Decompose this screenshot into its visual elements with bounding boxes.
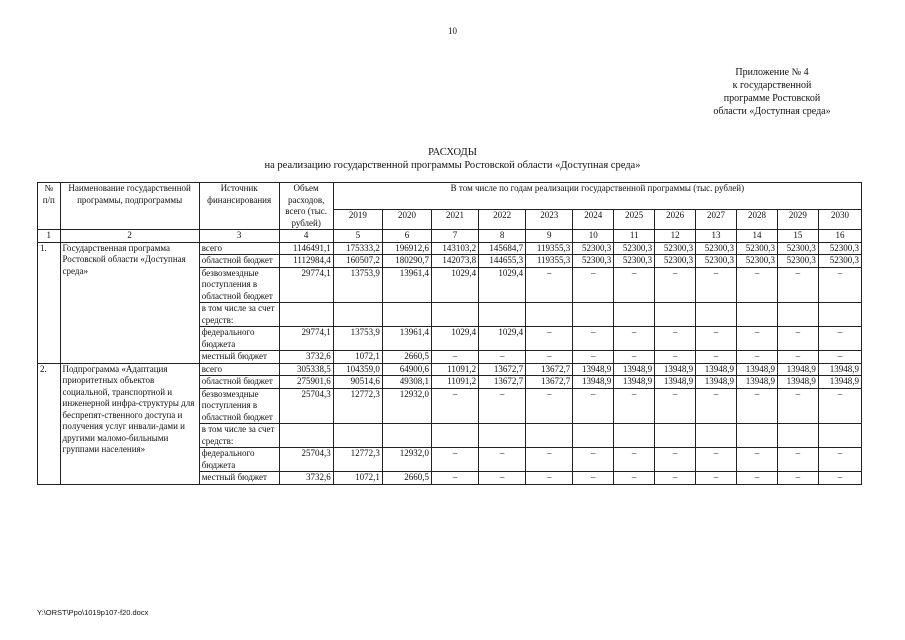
header-year: 2027 [696,210,737,230]
year-value: – [777,448,818,472]
year-value: – [777,351,818,364]
total-value [279,303,333,327]
appendix-note [697,66,847,118]
column-index: 13 [696,230,737,243]
section-number: 2. [38,363,61,484]
appendix-line: к государственной [732,80,812,91]
year-value [479,424,526,448]
total-value: 3732,6 [279,472,333,485]
year-value: – [696,448,737,472]
year-value: – [614,267,655,303]
year-value: 196912,6 [382,242,431,255]
year-value: 13948,9 [818,376,861,389]
year-value: – [818,351,861,364]
year-value: – [573,267,614,303]
year-value: 13753,9 [333,267,382,303]
year-value: 13672,7 [526,363,573,376]
year-value [818,303,861,327]
year-value: 13753,9 [333,327,382,351]
year-value: – [526,472,573,485]
funding-source: в том числе за счет средств: [199,424,279,448]
year-value: – [526,267,573,303]
column-index: 11 [614,230,655,243]
appendix-line: программе Ростовской [723,93,821,104]
year-value: – [526,327,573,351]
year-value [333,303,382,327]
year-value: 13672,7 [479,376,526,389]
year-value: 13948,9 [573,363,614,376]
funding-source: всего [199,363,279,376]
total-value: 3732,6 [279,351,333,364]
year-value [655,303,696,327]
year-value: – [696,472,737,485]
year-value: 52300,3 [737,242,778,255]
year-value [777,424,818,448]
year-value: 52300,3 [696,255,737,268]
year-value: – [573,351,614,364]
header-year: 2028 [737,210,778,230]
year-value: – [655,472,696,485]
section-name: Государственная программа Ростовской области «Доступная среда» [60,242,199,363]
year-value: – [696,327,737,351]
year-value: – [479,448,526,472]
header-year: 2022 [479,210,526,230]
year-value: – [573,448,614,472]
year-value: – [696,351,737,364]
year-value [696,424,737,448]
year-value: 1029,4 [432,327,479,351]
year-value: 2660,5 [382,472,431,485]
column-index: 12 [655,230,696,243]
year-value: 52300,3 [777,242,818,255]
year-value: 13948,9 [573,376,614,389]
table-row [38,363,862,376]
year-value: – [655,448,696,472]
column-index: 3 [199,230,279,243]
year-value: – [526,388,573,424]
header-year: 2030 [818,210,861,230]
header-year: 2023 [526,210,573,230]
column-index: 14 [737,230,778,243]
year-value: 52300,3 [655,242,696,255]
year-value: – [655,351,696,364]
year-value [737,303,778,327]
year-value: – [614,327,655,351]
year-value [737,424,778,448]
header-num: № п/п [38,183,61,230]
column-index: 5 [333,230,382,243]
year-value: – [737,448,778,472]
year-value: 52300,3 [737,255,778,268]
year-value: 104359,0 [333,363,382,376]
header-name: Наименование государственной программы, подпрограммы [60,183,199,230]
page-number: 10 [448,26,457,36]
year-value: – [432,388,479,424]
year-value [382,303,431,327]
year-value [479,303,526,327]
year-value [614,424,655,448]
column-index: 4 [279,230,333,243]
title-sub: на реализацию государственной программы Ростовской области «Доступная среда» [264,160,641,171]
year-value: – [655,267,696,303]
year-value [614,303,655,327]
year-value: 52300,3 [818,242,861,255]
total-value: 305338,5 [279,363,333,376]
year-value: 1029,4 [479,327,526,351]
year-value: 2660,5 [382,351,431,364]
year-value: 52300,3 [655,255,696,268]
appendix-line: Приложение № 4 [735,67,809,78]
year-value: 144655,3 [479,255,526,268]
total-value: 25704,3 [279,388,333,424]
header-year: 2025 [614,210,655,230]
year-value: – [737,351,778,364]
header-years-group: В том числе по годам реализации государственной программы (тыс. рублей) [333,183,861,210]
funding-source: федерального бюджета [199,327,279,351]
year-value: – [432,351,479,364]
header-year: 2026 [655,210,696,230]
year-value: 13948,9 [614,363,655,376]
total-value [279,424,333,448]
year-value: – [655,327,696,351]
column-index: 9 [526,230,573,243]
year-value: – [479,472,526,485]
year-value: 145684,7 [479,242,526,255]
year-value: 52300,3 [614,255,655,268]
year-value [333,424,382,448]
total-value: 1112984,4 [279,255,333,268]
year-value: 52300,3 [696,242,737,255]
year-value [818,424,861,448]
year-value: 13961,4 [382,327,431,351]
header-year: 2020 [382,210,431,230]
title-main: РАСХОДЫ [428,147,477,158]
funding-source: федерального бюджета [199,448,279,472]
funding-source: областной бюджет [199,376,279,389]
table-row [38,242,862,255]
year-value: 12772,3 [333,388,382,424]
year-value: – [818,388,861,424]
section-name: Подпрограмма «Адаптация приоритетных объектов социальной, транспортной и инженерной инфра-структуры для беспрепят-ственного доступа и получения услуг инвали-дами и другими маломо-бильными группами населения» [60,363,199,484]
year-value: 180290,7 [382,255,431,268]
year-value: – [573,472,614,485]
column-index: 8 [479,230,526,243]
year-value: 119355,3 [526,242,573,255]
year-value: 11091,2 [432,363,479,376]
year-value: – [432,448,479,472]
column-index: 10 [573,230,614,243]
year-value: – [655,388,696,424]
year-value: 12932,0 [382,388,431,424]
header-volume: Объем расходов, всего (тыс. рублей) [279,183,333,230]
year-value: 1072,1 [333,472,382,485]
year-value: – [777,267,818,303]
year-value: 52300,3 [614,242,655,255]
column-index: 2 [60,230,199,243]
year-value: – [737,472,778,485]
total-value: 29774,1 [279,267,333,303]
column-index: 7 [432,230,479,243]
year-value: – [818,448,861,472]
year-value: 13672,7 [526,376,573,389]
year-value: 52300,3 [573,242,614,255]
year-value [526,424,573,448]
year-value: 13948,9 [696,376,737,389]
year-value: 175333,2 [333,242,382,255]
funding-source: областной бюджет [199,255,279,268]
year-value: 160507,2 [333,255,382,268]
year-value: 13672,7 [479,363,526,376]
year-value: – [818,327,861,351]
year-value: – [479,388,526,424]
year-value: 1029,4 [479,267,526,303]
year-value: 52300,3 [818,255,861,268]
year-value: 13961,4 [382,267,431,303]
year-value: 13948,9 [777,363,818,376]
year-value: 1029,4 [432,267,479,303]
year-value: – [818,267,861,303]
year-value: 12932,0 [382,448,431,472]
funding-source: в том числе за счет средств: [199,303,279,327]
year-value: – [614,448,655,472]
year-value: 13948,9 [818,363,861,376]
year-value: – [818,472,861,485]
year-value: – [479,351,526,364]
year-value: 1072,1 [333,351,382,364]
year-value [432,424,479,448]
year-value: 12772,3 [333,448,382,472]
total-value: 25704,3 [279,448,333,472]
funding-source: местный бюджет [199,472,279,485]
year-value: – [737,267,778,303]
year-value: – [526,351,573,364]
year-value: 13948,9 [614,376,655,389]
year-value: 49308,1 [382,376,431,389]
year-value [573,303,614,327]
section-number: 1. [38,242,61,363]
expenses-table [37,182,862,485]
year-value [382,424,431,448]
year-value: 13948,9 [655,376,696,389]
funding-source: местный бюджет [199,351,279,364]
year-value: 52300,3 [573,255,614,268]
year-value: 13948,9 [737,363,778,376]
header-year: 2029 [777,210,818,230]
header-year: 2019 [333,210,382,230]
year-value: 119355,3 [526,255,573,268]
year-value: – [432,472,479,485]
year-value: – [614,388,655,424]
year-value: 64900,6 [382,363,431,376]
year-value: – [573,327,614,351]
year-value: – [526,448,573,472]
total-value: 29774,1 [279,327,333,351]
year-value: – [777,472,818,485]
year-value: 13948,9 [737,376,778,389]
header-year: 2024 [573,210,614,230]
column-index: 16 [818,230,861,243]
year-value [432,303,479,327]
total-value: 275901,6 [279,376,333,389]
year-value [526,303,573,327]
total-value: 1146491,1 [279,242,333,255]
year-value: 143103,2 [432,242,479,255]
year-value: – [777,388,818,424]
year-value [696,303,737,327]
year-value: – [737,327,778,351]
column-index: 1 [38,230,61,243]
funding-source: безвозмездные поступления в областной бюджет [199,267,279,303]
appendix-line: области «Доступная среда» [713,106,831,117]
year-value: 13948,9 [655,363,696,376]
header-year: 2021 [432,210,479,230]
year-value: 13948,9 [777,376,818,389]
year-value: 142073,8 [432,255,479,268]
year-value: – [573,388,614,424]
funding-source: безвозмездные поступления в областной бюджет [199,388,279,424]
document-title [0,146,905,172]
column-index: 6 [382,230,431,243]
year-value [655,424,696,448]
year-value: – [614,351,655,364]
year-value: – [696,388,737,424]
year-value: – [696,267,737,303]
year-value: – [777,327,818,351]
year-value: – [614,472,655,485]
column-index: 15 [777,230,818,243]
year-value: 90514,6 [333,376,382,389]
file-path-footer: Y:\ORST\Ppo\1019p107-f20.docx [37,608,149,617]
year-value: 52300,3 [777,255,818,268]
year-value [573,424,614,448]
year-value: 11091,2 [432,376,479,389]
year-value [777,303,818,327]
year-value: 13948,9 [696,363,737,376]
funding-source: всего [199,242,279,255]
header-source: Источник финансирования [199,183,279,230]
year-value: – [737,388,778,424]
